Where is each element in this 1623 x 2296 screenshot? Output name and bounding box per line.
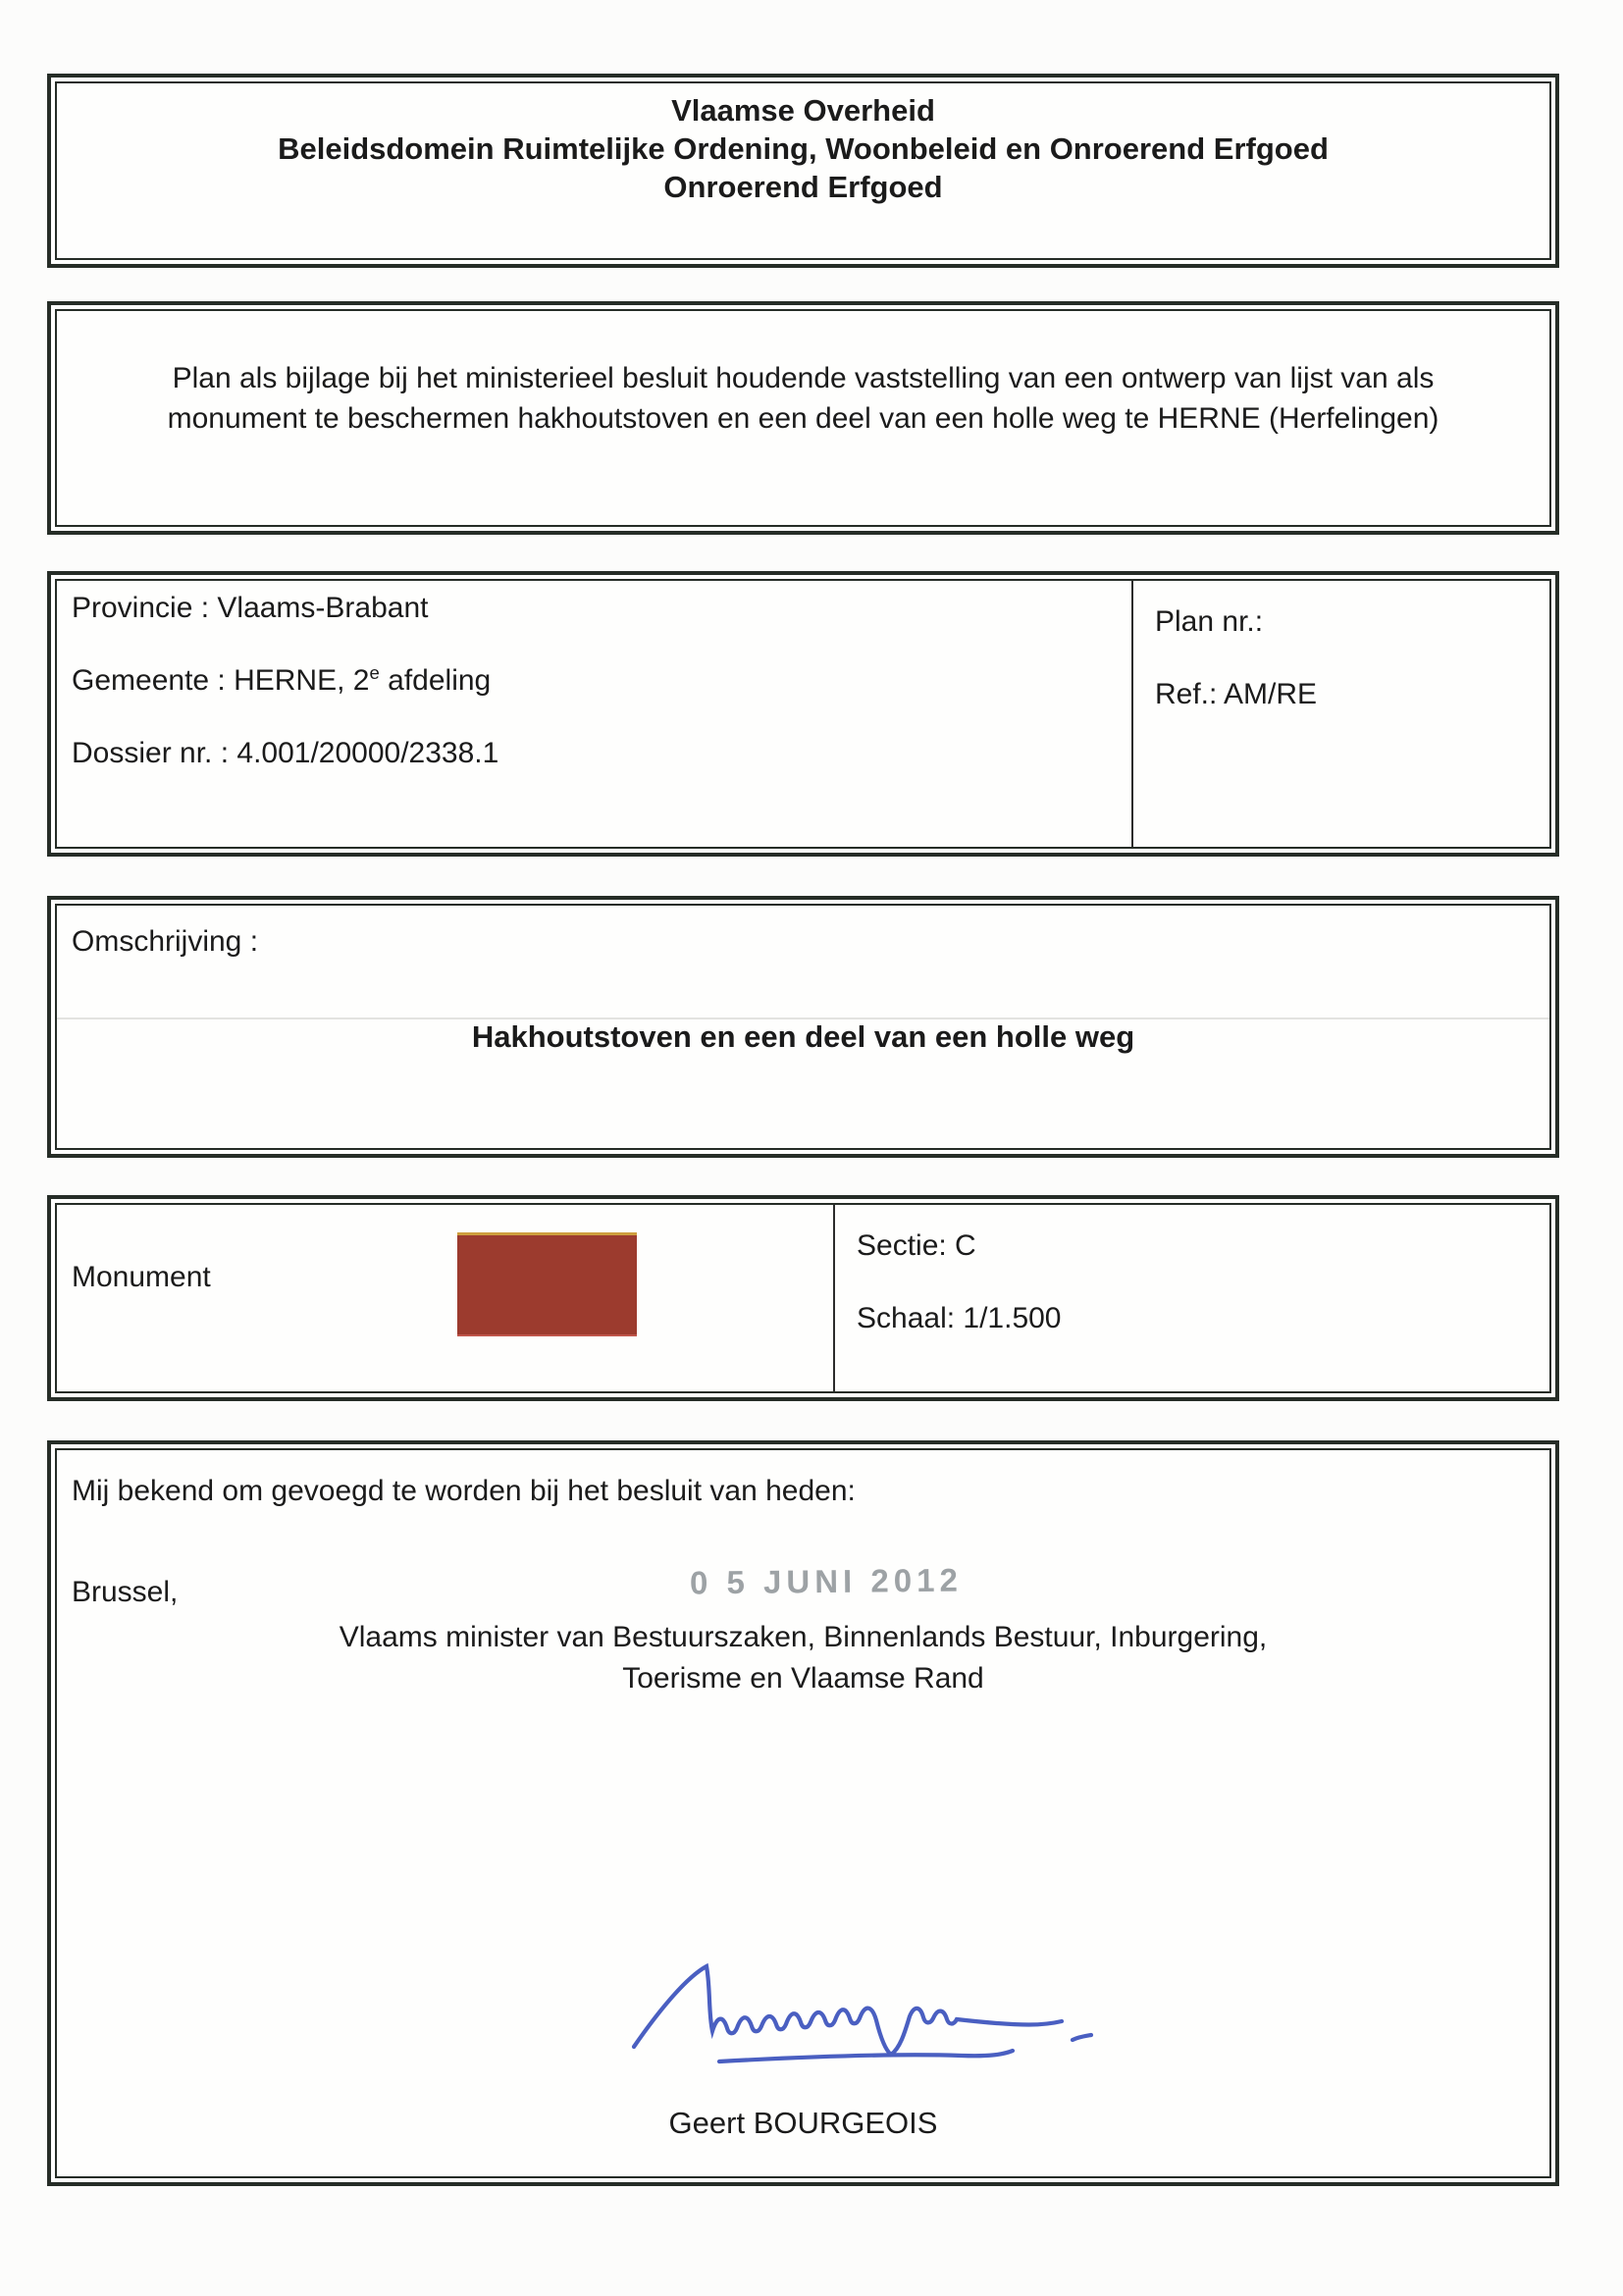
minister-title-block xyxy=(57,1617,1549,1699)
info-box-inner-frame xyxy=(55,579,1551,849)
monument-label: Monument xyxy=(72,1261,211,1293)
gemeente-text-suffix: afdeling xyxy=(379,664,492,697)
omschrijving-box xyxy=(47,896,1559,1158)
date-stamp: 0 5 JUNI 2012 xyxy=(689,1561,963,1601)
signer-name: Geert BOURGEOIS xyxy=(668,2106,938,2140)
plan-statement-inner-frame xyxy=(55,309,1551,527)
header-text-block xyxy=(57,83,1549,206)
header-box xyxy=(47,74,1559,268)
signature-box xyxy=(47,1440,1559,2186)
info-box xyxy=(47,571,1559,857)
plan-statement-text xyxy=(57,311,1549,439)
gemeente-text: Gemeente : HERNE, 2 xyxy=(72,664,370,697)
sectie-line: Sectie: C xyxy=(857,1229,976,1262)
legend-inner-frame xyxy=(55,1203,1551,1393)
gemeente-superscript: e xyxy=(369,662,380,683)
ref-line: Ref.: AM/RE xyxy=(1155,678,1318,710)
attestation-statement: Mij bekend om gevoegd te worden bij het besluit van heden: xyxy=(72,1475,856,1507)
plan-statement-box xyxy=(47,301,1559,535)
header-line-policy-domain: Beleidsdomein Ruimtelijke Ordening, Woonbeleid en Onroerend Erfgoed xyxy=(278,131,1329,166)
header-line-authority: Vlaamse Overheid xyxy=(671,93,935,128)
provincie-line: Provincie : Vlaams-Brabant xyxy=(72,592,429,624)
place-line: Brussel, xyxy=(72,1576,179,1608)
minister-title-line1: Vlaams minister van Bestuurszaken, Binnenlands Bestuur, Inburgering, xyxy=(339,1621,1268,1653)
protection-title: Hakhoutstoven en een deel van een holle weg xyxy=(471,1019,1135,1054)
gemeente-line xyxy=(72,663,1131,699)
schaal-line: Schaal: 1/1.500 xyxy=(857,1302,1062,1334)
legend-box xyxy=(47,1195,1559,1401)
omschrijving-label: Omschrijving : xyxy=(72,925,259,958)
minister-title-line2: Toerisme en Vlaamse Rand xyxy=(622,1662,984,1695)
handwritten-signature xyxy=(628,1957,1099,2079)
plan-statement-line2: monument te beschermen hakhoutstoven en een deel van een holle weg te HERNE (Herfelingen) xyxy=(167,402,1440,435)
signature-inner-frame xyxy=(55,1448,1551,2178)
info-left-column xyxy=(57,581,1133,847)
omschrijving-inner-frame xyxy=(55,904,1551,1150)
legend-right-cell xyxy=(837,1205,1549,1391)
header-box-inner-frame xyxy=(55,81,1551,260)
info-right-column xyxy=(1135,581,1549,847)
plan-nr-line: Plan nr.: xyxy=(1155,605,1264,638)
legend-left-cell xyxy=(57,1205,835,1391)
dossier-line: Dossier nr. : 4.001/20000/2338.1 xyxy=(72,737,499,769)
header-line-agency: Onroerend Erfgoed xyxy=(663,170,943,204)
monument-color-swatch xyxy=(457,1232,637,1336)
plan-statement-line1: Plan als bijlage bij het ministerieel besluit houdende vaststelling van een ontwerp van lijst van als xyxy=(172,362,1435,394)
